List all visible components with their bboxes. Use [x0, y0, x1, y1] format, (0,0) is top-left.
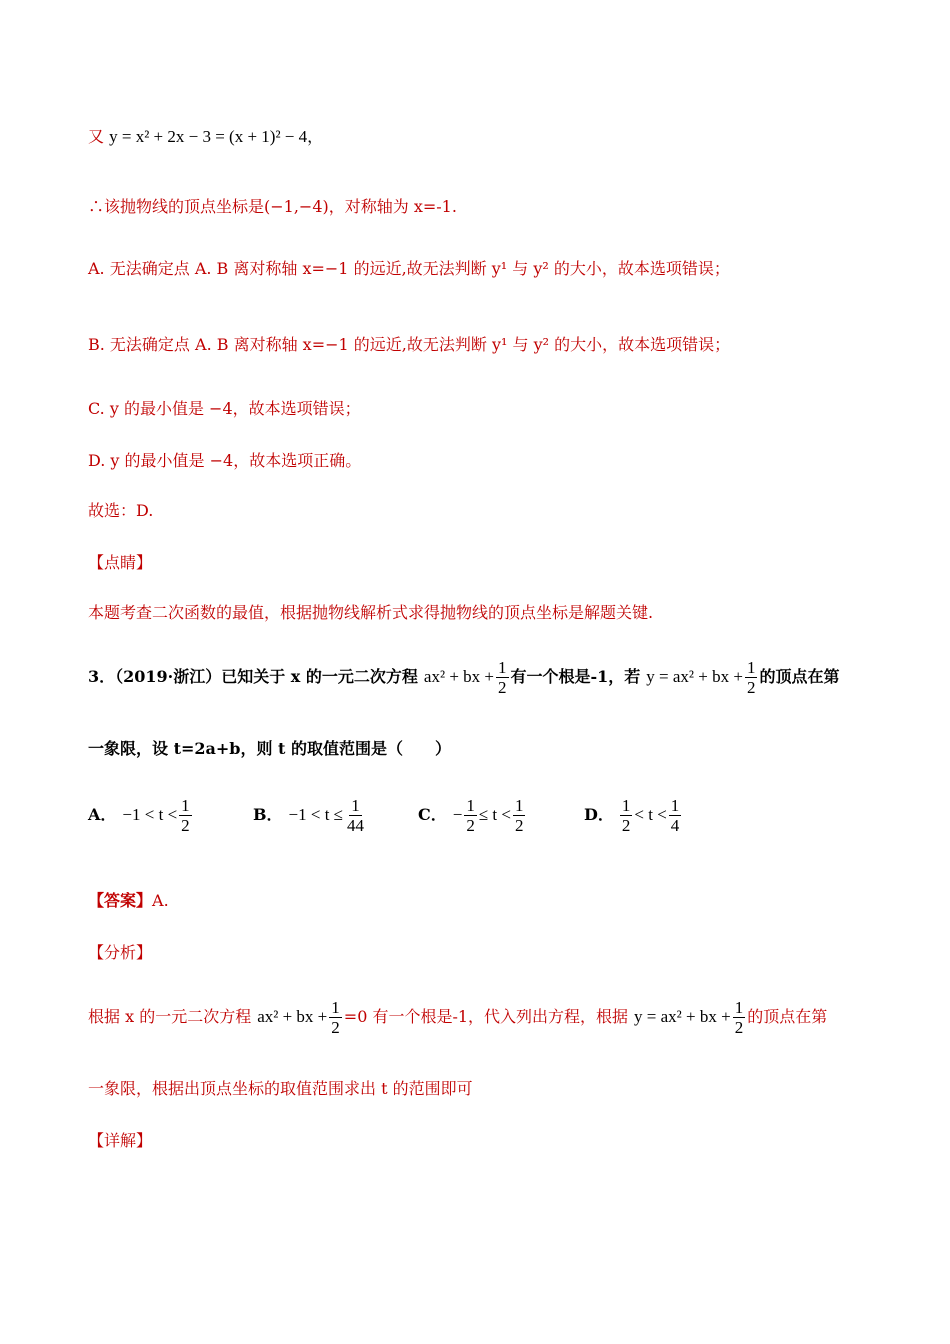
frac-num: 1 — [670, 795, 680, 815]
formula-prefix: 又 — [88, 127, 105, 146]
choice-a-label: A． — [88, 805, 117, 824]
choice-c-expr: ≤ t < — [478, 805, 511, 824]
q3-half-fraction-2 — [745, 658, 758, 697]
fenxi-line2: 一象限，根据出顶点坐标的取值范围求出 t 的范围即可 — [88, 1079, 473, 1098]
choice-d-label: D． — [584, 805, 614, 824]
option-b-analysis: B. 无法确定点 A. B 离对称轴 x=−1 的远近,故无法判断 y¹ 与 y² 的大小，故本选项错误； — [88, 335, 731, 354]
option-c-analysis: C. y 的最小值是 −4，故本选项错误； — [88, 399, 361, 418]
frac-den: 4 — [670, 815, 680, 835]
frac-den: 2 — [181, 815, 190, 835]
frac-den: 2 — [331, 1017, 340, 1037]
fenxi-equation: ax² + bx + — [257, 1007, 328, 1026]
fenxi-prefix: 根据 x 的一元二次方程 — [88, 1007, 252, 1026]
formula-expression: y = x² + 2x − 3 = (x + 1)² − 4 — [109, 127, 308, 146]
frac-den: 44 — [347, 815, 365, 835]
question-3-line1 — [88, 652, 839, 702]
answer-label: 【答案】 — [88, 891, 153, 910]
fenxi-label: 【分析】 — [88, 943, 153, 962]
choice-c-fraction-2 — [513, 796, 526, 835]
q3-equation: ax² + bx + — [423, 667, 494, 686]
choice-a-expr: −1 < t < — [122, 805, 178, 824]
q3-function: y = ax² + bx + — [646, 667, 743, 686]
vertex-statement: ∴该抛物线的顶点坐标是(−1,−4)，对称轴为 x=-1. — [88, 197, 457, 216]
formula-suffix: ， — [307, 127, 324, 146]
fenxi-line1 — [88, 992, 827, 1042]
frac-den: 2 — [498, 677, 507, 697]
choice-c[interactable] — [418, 790, 527, 840]
option-a-analysis: A. 无法确定点 A. B 离对称轴 x=−1 的远近,故无法判断 y¹ 与 y² 的大小，故本选项错误； — [88, 259, 730, 278]
choice-d[interactable] — [584, 790, 683, 840]
answer-value: A. — [152, 891, 169, 910]
frac-num: 1 — [734, 997, 744, 1017]
frac-den: 2 — [734, 1017, 744, 1037]
frac-num: 1 — [351, 795, 360, 815]
dianjing-text: 本题考查二次函数的最值，根据抛物线解析式求得抛物线的顶点坐标是解题关键. — [88, 603, 654, 622]
frac-num: 1 — [181, 795, 190, 815]
choice-b-label: B． — [253, 805, 283, 824]
answer-line — [88, 890, 169, 912]
fenxi-end: 的顶点在第 — [747, 1007, 828, 1026]
choice-a[interactable] — [88, 790, 194, 840]
choice-b-expr: −1 < t ≤ — [288, 805, 344, 824]
choice-c-label: C． — [418, 805, 447, 824]
fenxi-function: y = ax² + bx + — [634, 1007, 731, 1026]
solution-formula-line — [88, 126, 323, 148]
fenxi-half-fraction — [329, 998, 342, 1037]
q3-half-fraction — [496, 658, 509, 697]
frac-den: 2 — [746, 677, 756, 697]
choice-b[interactable] — [253, 790, 368, 840]
frac-num: 1 — [331, 997, 340, 1017]
frac-num: 1 — [514, 795, 524, 815]
fenxi-half-fraction-2 — [733, 998, 746, 1037]
choice-c-fraction-1 — [464, 796, 477, 835]
dianjing-label: 【点睛】 — [88, 553, 153, 572]
q3-mid: 有一个根是-1，若 — [510, 667, 641, 686]
fenxi-mid: =0 有一个根是-1，代入列出方程，根据 — [343, 1007, 629, 1026]
frac-den: 2 — [621, 815, 631, 835]
question-3-line2: 一象限，设 t=2a+b，则 t 的取值范围是（ ） — [88, 739, 451, 758]
choice-c-minus: − — [452, 805, 463, 824]
choice-d-fraction-2 — [669, 796, 682, 835]
choice-b-fraction — [345, 796, 366, 835]
q3-prefix: 3．（2019·浙江）已知关于 x 的一元二次方程 — [88, 667, 418, 686]
frac-den: 2 — [514, 815, 524, 835]
option-d-analysis: D. y 的最小值是 −4，故本选项正确。 — [88, 451, 362, 470]
choice-d-expr: < t < — [634, 805, 667, 824]
frac-num: 1 — [621, 795, 631, 815]
xiangjie-label: 【详解】 — [88, 1131, 153, 1150]
frac-den: 2 — [466, 815, 475, 835]
choice-a-fraction — [179, 796, 192, 835]
choice-d-fraction-1 — [620, 796, 633, 835]
conclusion: 故选：D. — [88, 501, 154, 520]
frac-num: 1 — [746, 657, 756, 677]
frac-num: 1 — [466, 795, 475, 815]
frac-num: 1 — [498, 657, 507, 677]
q3-end: 的顶点在第 — [759, 667, 840, 686]
